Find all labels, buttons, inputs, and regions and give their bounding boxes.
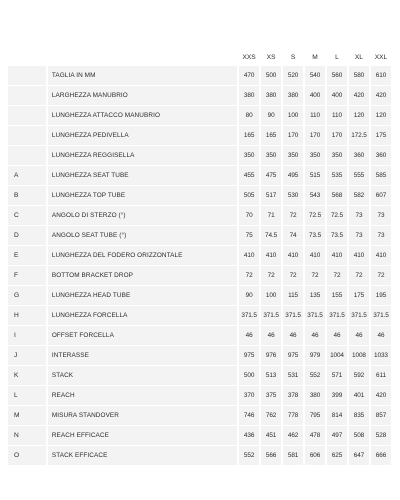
cell-value-xxl: 607 xyxy=(371,186,391,206)
cell-value-l: 400 xyxy=(327,86,347,106)
row-label: OFFSET FORCELLA xyxy=(48,326,237,346)
table-row xyxy=(8,326,391,346)
row-letter xyxy=(8,126,46,146)
row-label: INTERASSE xyxy=(48,346,237,366)
cell-value-s: 530 xyxy=(283,186,303,206)
cell-value-xxl: 360 xyxy=(371,146,391,166)
cell-value-xxs: 746 xyxy=(239,406,259,426)
row-label: LUNGHEZZA DEL FODERO ORIZZONTALE xyxy=(48,246,237,266)
cell-value-s: 531 xyxy=(283,366,303,386)
cell-value-xl: 835 xyxy=(349,406,369,426)
cell-value-xs: 475 xyxy=(261,166,281,186)
row-letter: G xyxy=(8,286,46,306)
cell-value-s: 378 xyxy=(283,386,303,406)
cell-value-m: 400 xyxy=(305,86,325,106)
table-row xyxy=(8,166,391,186)
cell-value-xl: 371.5 xyxy=(349,306,369,326)
cell-value-xs: 100 xyxy=(261,286,281,306)
table-row xyxy=(8,446,391,466)
cell-value-xxl: 666 xyxy=(371,446,391,466)
cell-value-xxs: 505 xyxy=(239,186,259,206)
cell-value-xs: 90 xyxy=(261,106,281,126)
cell-value-xl: 73 xyxy=(349,226,369,246)
cell-value-l: 371.5 xyxy=(327,306,347,326)
cell-value-xxl: 585 xyxy=(371,166,391,186)
cell-value-l: 625 xyxy=(327,446,347,466)
cell-value-l: 497 xyxy=(327,426,347,446)
cell-value-s: 74 xyxy=(283,226,303,246)
cell-value-xs: 976 xyxy=(261,346,281,366)
row-letter: F xyxy=(8,266,46,286)
cell-value-s: 778 xyxy=(283,406,303,426)
row-label: ANGOLO SEAT TUBE (°) xyxy=(48,226,237,246)
row-letter: E xyxy=(8,246,46,266)
cell-value-xxs: 370 xyxy=(239,386,259,406)
cell-value-xxl: 175 xyxy=(371,126,391,146)
row-letter: A xyxy=(8,166,46,186)
row-letter: M xyxy=(8,406,46,426)
cell-value-m: 170 xyxy=(305,126,325,146)
row-label: REACH EFFICACE xyxy=(48,426,237,446)
row-letter: J xyxy=(8,346,46,366)
header-blank-label xyxy=(48,50,237,66)
cell-value-xxs: 380 xyxy=(239,86,259,106)
cell-value-m: 552 xyxy=(305,366,325,386)
cell-value-s: 371.5 xyxy=(283,306,303,326)
cell-value-m: 410 xyxy=(305,246,325,266)
cell-value-l: 72.5 xyxy=(327,206,347,226)
cell-value-s: 495 xyxy=(283,166,303,186)
geometry-rows xyxy=(8,66,391,466)
cell-value-xs: 371.5 xyxy=(261,306,281,326)
cell-value-l: 568 xyxy=(327,186,347,206)
cell-value-xxl: 72 xyxy=(371,266,391,286)
row-letter xyxy=(8,66,46,86)
row-letter: N xyxy=(8,426,46,446)
cell-value-xxs: 552 xyxy=(239,446,259,466)
table-row xyxy=(8,246,391,266)
cell-value-s: 100 xyxy=(283,106,303,126)
cell-value-s: 975 xyxy=(283,346,303,366)
cell-value-xl: 647 xyxy=(349,446,369,466)
cell-value-s: 170 xyxy=(283,126,303,146)
cell-value-xxl: 73 xyxy=(371,206,391,226)
row-label: BOTTOM BRACKET DROP xyxy=(48,266,237,286)
cell-value-s: 462 xyxy=(283,426,303,446)
table-row xyxy=(8,346,391,366)
size-header-xs: XS xyxy=(266,54,276,61)
cell-value-xxl: 420 xyxy=(371,86,391,106)
cell-value-m: 371.5 xyxy=(305,306,325,326)
table-row xyxy=(8,386,391,406)
cell-value-l: 1004 xyxy=(327,346,347,366)
size-header-xxl: XXL xyxy=(374,54,388,61)
cell-value-xxl: 528 xyxy=(371,426,391,446)
row-label: LUNGHEZZA ATTACCO MANUBRIO xyxy=(48,106,237,126)
cell-value-xxs: 500 xyxy=(239,366,259,386)
cell-value-m: 606 xyxy=(305,446,325,466)
table-row xyxy=(8,106,391,126)
table-row xyxy=(8,306,391,326)
cell-value-l: 399 xyxy=(327,386,347,406)
cell-value-xxs: 436 xyxy=(239,426,259,446)
cell-value-xxs: 165 xyxy=(239,126,259,146)
row-label: MISURA STANDOVER xyxy=(48,406,237,426)
row-letter: C xyxy=(8,206,46,226)
cell-value-xxs: 80 xyxy=(239,106,259,126)
cell-value-xxl: 857 xyxy=(371,406,391,426)
cell-value-l: 814 xyxy=(327,406,347,426)
cell-value-xs: 380 xyxy=(261,86,281,106)
cell-value-xxl: 73 xyxy=(371,226,391,246)
cell-value-m: 979 xyxy=(305,346,325,366)
row-label: LUNGHEZZA TOP TUBE xyxy=(48,186,237,206)
cell-value-xs: 375 xyxy=(261,386,281,406)
cell-value-l: 560 xyxy=(327,66,347,86)
cell-value-m: 380 xyxy=(305,386,325,406)
cell-value-xxl: 410 xyxy=(371,246,391,266)
row-label: REACH xyxy=(48,386,237,406)
cell-value-xl: 175 xyxy=(349,286,369,306)
cell-value-s: 115 xyxy=(283,286,303,306)
cell-value-l: 73.5 xyxy=(327,226,347,246)
cell-value-xxl: 611 xyxy=(371,366,391,386)
cell-value-xxs: 410 xyxy=(239,246,259,266)
row-letter xyxy=(8,86,46,106)
cell-value-m: 73.5 xyxy=(305,226,325,246)
table-row xyxy=(8,186,391,206)
row-label: TAGLIA IN MM xyxy=(48,66,237,86)
cell-value-xxs: 70 xyxy=(239,206,259,226)
cell-value-m: 72.5 xyxy=(305,206,325,226)
cell-value-xs: 350 xyxy=(261,146,281,166)
cell-value-xl: 592 xyxy=(349,366,369,386)
cell-value-m: 72 xyxy=(305,266,325,286)
cell-value-m: 110 xyxy=(305,106,325,126)
row-label: STACK EFFICACE xyxy=(48,446,237,466)
cell-value-xxl: 120 xyxy=(371,106,391,126)
cell-value-m: 350 xyxy=(305,146,325,166)
cell-value-m: 540 xyxy=(305,66,325,86)
cell-value-s: 72 xyxy=(283,266,303,286)
cell-value-s: 46 xyxy=(283,326,303,346)
cell-value-xl: 420 xyxy=(349,86,369,106)
cell-value-l: 46 xyxy=(327,326,347,346)
row-label: LUNGHEZZA SEAT TUBE xyxy=(48,166,237,186)
cell-value-xxs: 975 xyxy=(239,346,259,366)
cell-value-xs: 46 xyxy=(261,326,281,346)
cell-value-xs: 517 xyxy=(261,186,281,206)
cell-value-s: 581 xyxy=(283,446,303,466)
cell-value-s: 410 xyxy=(283,246,303,266)
cell-value-xxs: 371.5 xyxy=(239,306,259,326)
cell-value-xs: 72 xyxy=(261,266,281,286)
row-letter: K xyxy=(8,366,46,386)
cell-value-l: 410 xyxy=(327,246,347,266)
row-letter: B xyxy=(8,186,46,206)
cell-value-xs: 500 xyxy=(261,66,281,86)
row-label: STACK xyxy=(48,366,237,386)
cell-value-s: 72 xyxy=(283,206,303,226)
row-letter: O xyxy=(8,446,46,466)
table-row xyxy=(8,86,391,106)
cell-value-xs: 566 xyxy=(261,446,281,466)
cell-value-xl: 360 xyxy=(349,146,369,166)
table-row xyxy=(8,66,391,86)
cell-value-xs: 74.5 xyxy=(261,226,281,246)
table-row xyxy=(8,126,391,146)
row-label: LUNGHEZZA FORCELLA xyxy=(48,306,237,326)
size-header-l: L xyxy=(335,54,339,61)
cell-value-l: 350 xyxy=(327,146,347,166)
cell-value-xxl: 195 xyxy=(371,286,391,306)
cell-value-xl: 172.5 xyxy=(349,126,369,146)
cell-value-xxl: 420 xyxy=(371,386,391,406)
cell-value-xxs: 46 xyxy=(239,326,259,346)
cell-value-m: 543 xyxy=(305,186,325,206)
table-row xyxy=(8,406,391,426)
cell-value-s: 350 xyxy=(283,146,303,166)
cell-value-xxs: 455 xyxy=(239,166,259,186)
cell-value-l: 110 xyxy=(327,106,347,126)
table-row xyxy=(8,366,391,386)
cell-value-xs: 762 xyxy=(261,406,281,426)
row-label: LUNGHEZZA REGGISELLA xyxy=(48,146,237,166)
cell-value-xs: 410 xyxy=(261,246,281,266)
row-letter xyxy=(8,146,46,166)
cell-value-xl: 401 xyxy=(349,386,369,406)
cell-value-l: 72 xyxy=(327,266,347,286)
cell-value-xl: 508 xyxy=(349,426,369,446)
cell-value-xs: 71 xyxy=(261,206,281,226)
row-label: LUNGHEZZA PEDIVELLA xyxy=(48,126,237,146)
cell-value-xxs: 72 xyxy=(239,266,259,286)
cell-value-l: 155 xyxy=(327,286,347,306)
cell-value-xl: 555 xyxy=(349,166,369,186)
size-header xyxy=(8,50,391,66)
cell-value-l: 535 xyxy=(327,166,347,186)
size-header-xxs: XXS xyxy=(242,54,256,61)
cell-value-l: 571 xyxy=(327,366,347,386)
row-letter: I xyxy=(8,326,46,346)
cell-value-xs: 165 xyxy=(261,126,281,146)
row-label: LUNGHEZZA HEAD TUBE xyxy=(48,286,237,306)
cell-value-xxs: 75 xyxy=(239,226,259,246)
geometry-table xyxy=(6,50,393,466)
header-blank-letter xyxy=(8,50,46,66)
cell-value-m: 135 xyxy=(305,286,325,306)
cell-value-xxs: 470 xyxy=(239,66,259,86)
table-row xyxy=(8,226,391,246)
cell-value-xl: 46 xyxy=(349,326,369,346)
row-letter xyxy=(8,106,46,126)
size-header-xl: XL xyxy=(354,54,363,61)
cell-value-xxs: 90 xyxy=(239,286,259,306)
cell-value-s: 380 xyxy=(283,86,303,106)
cell-value-xl: 120 xyxy=(349,106,369,126)
cell-value-xxs: 350 xyxy=(239,146,259,166)
row-letter: D xyxy=(8,226,46,246)
cell-value-xs: 451 xyxy=(261,426,281,446)
cell-value-xxl: 610 xyxy=(371,66,391,86)
table-row xyxy=(8,206,391,226)
cell-value-xl: 1008 xyxy=(349,346,369,366)
cell-value-m: 478 xyxy=(305,426,325,446)
size-header-s: S xyxy=(290,54,296,61)
table-row xyxy=(8,426,391,446)
cell-value-xs: 513 xyxy=(261,366,281,386)
cell-value-xl: 582 xyxy=(349,186,369,206)
size-header-m: M xyxy=(312,54,318,61)
row-label: ANGOLO DI STERZO (°) xyxy=(48,206,237,226)
cell-value-l: 170 xyxy=(327,126,347,146)
table-row xyxy=(8,286,391,306)
cell-value-m: 515 xyxy=(305,166,325,186)
cell-value-m: 46 xyxy=(305,326,325,346)
row-letter: H xyxy=(8,306,46,326)
cell-value-xl: 73 xyxy=(349,206,369,226)
size-header-row xyxy=(8,50,391,66)
table-row xyxy=(8,146,391,166)
table-row xyxy=(8,266,391,286)
cell-value-xl: 410 xyxy=(349,246,369,266)
row-letter: L xyxy=(8,386,46,406)
cell-value-xxl: 46 xyxy=(371,326,391,346)
cell-value-s: 520 xyxy=(283,66,303,86)
cell-value-m: 795 xyxy=(305,406,325,426)
cell-value-xl: 72 xyxy=(349,266,369,286)
cell-value-xxl: 1033 xyxy=(371,346,391,366)
cell-value-xl: 580 xyxy=(349,66,369,86)
cell-value-xxl: 371.5 xyxy=(371,306,391,326)
row-label: LARGHEZZA MANUBRIO xyxy=(48,86,237,106)
